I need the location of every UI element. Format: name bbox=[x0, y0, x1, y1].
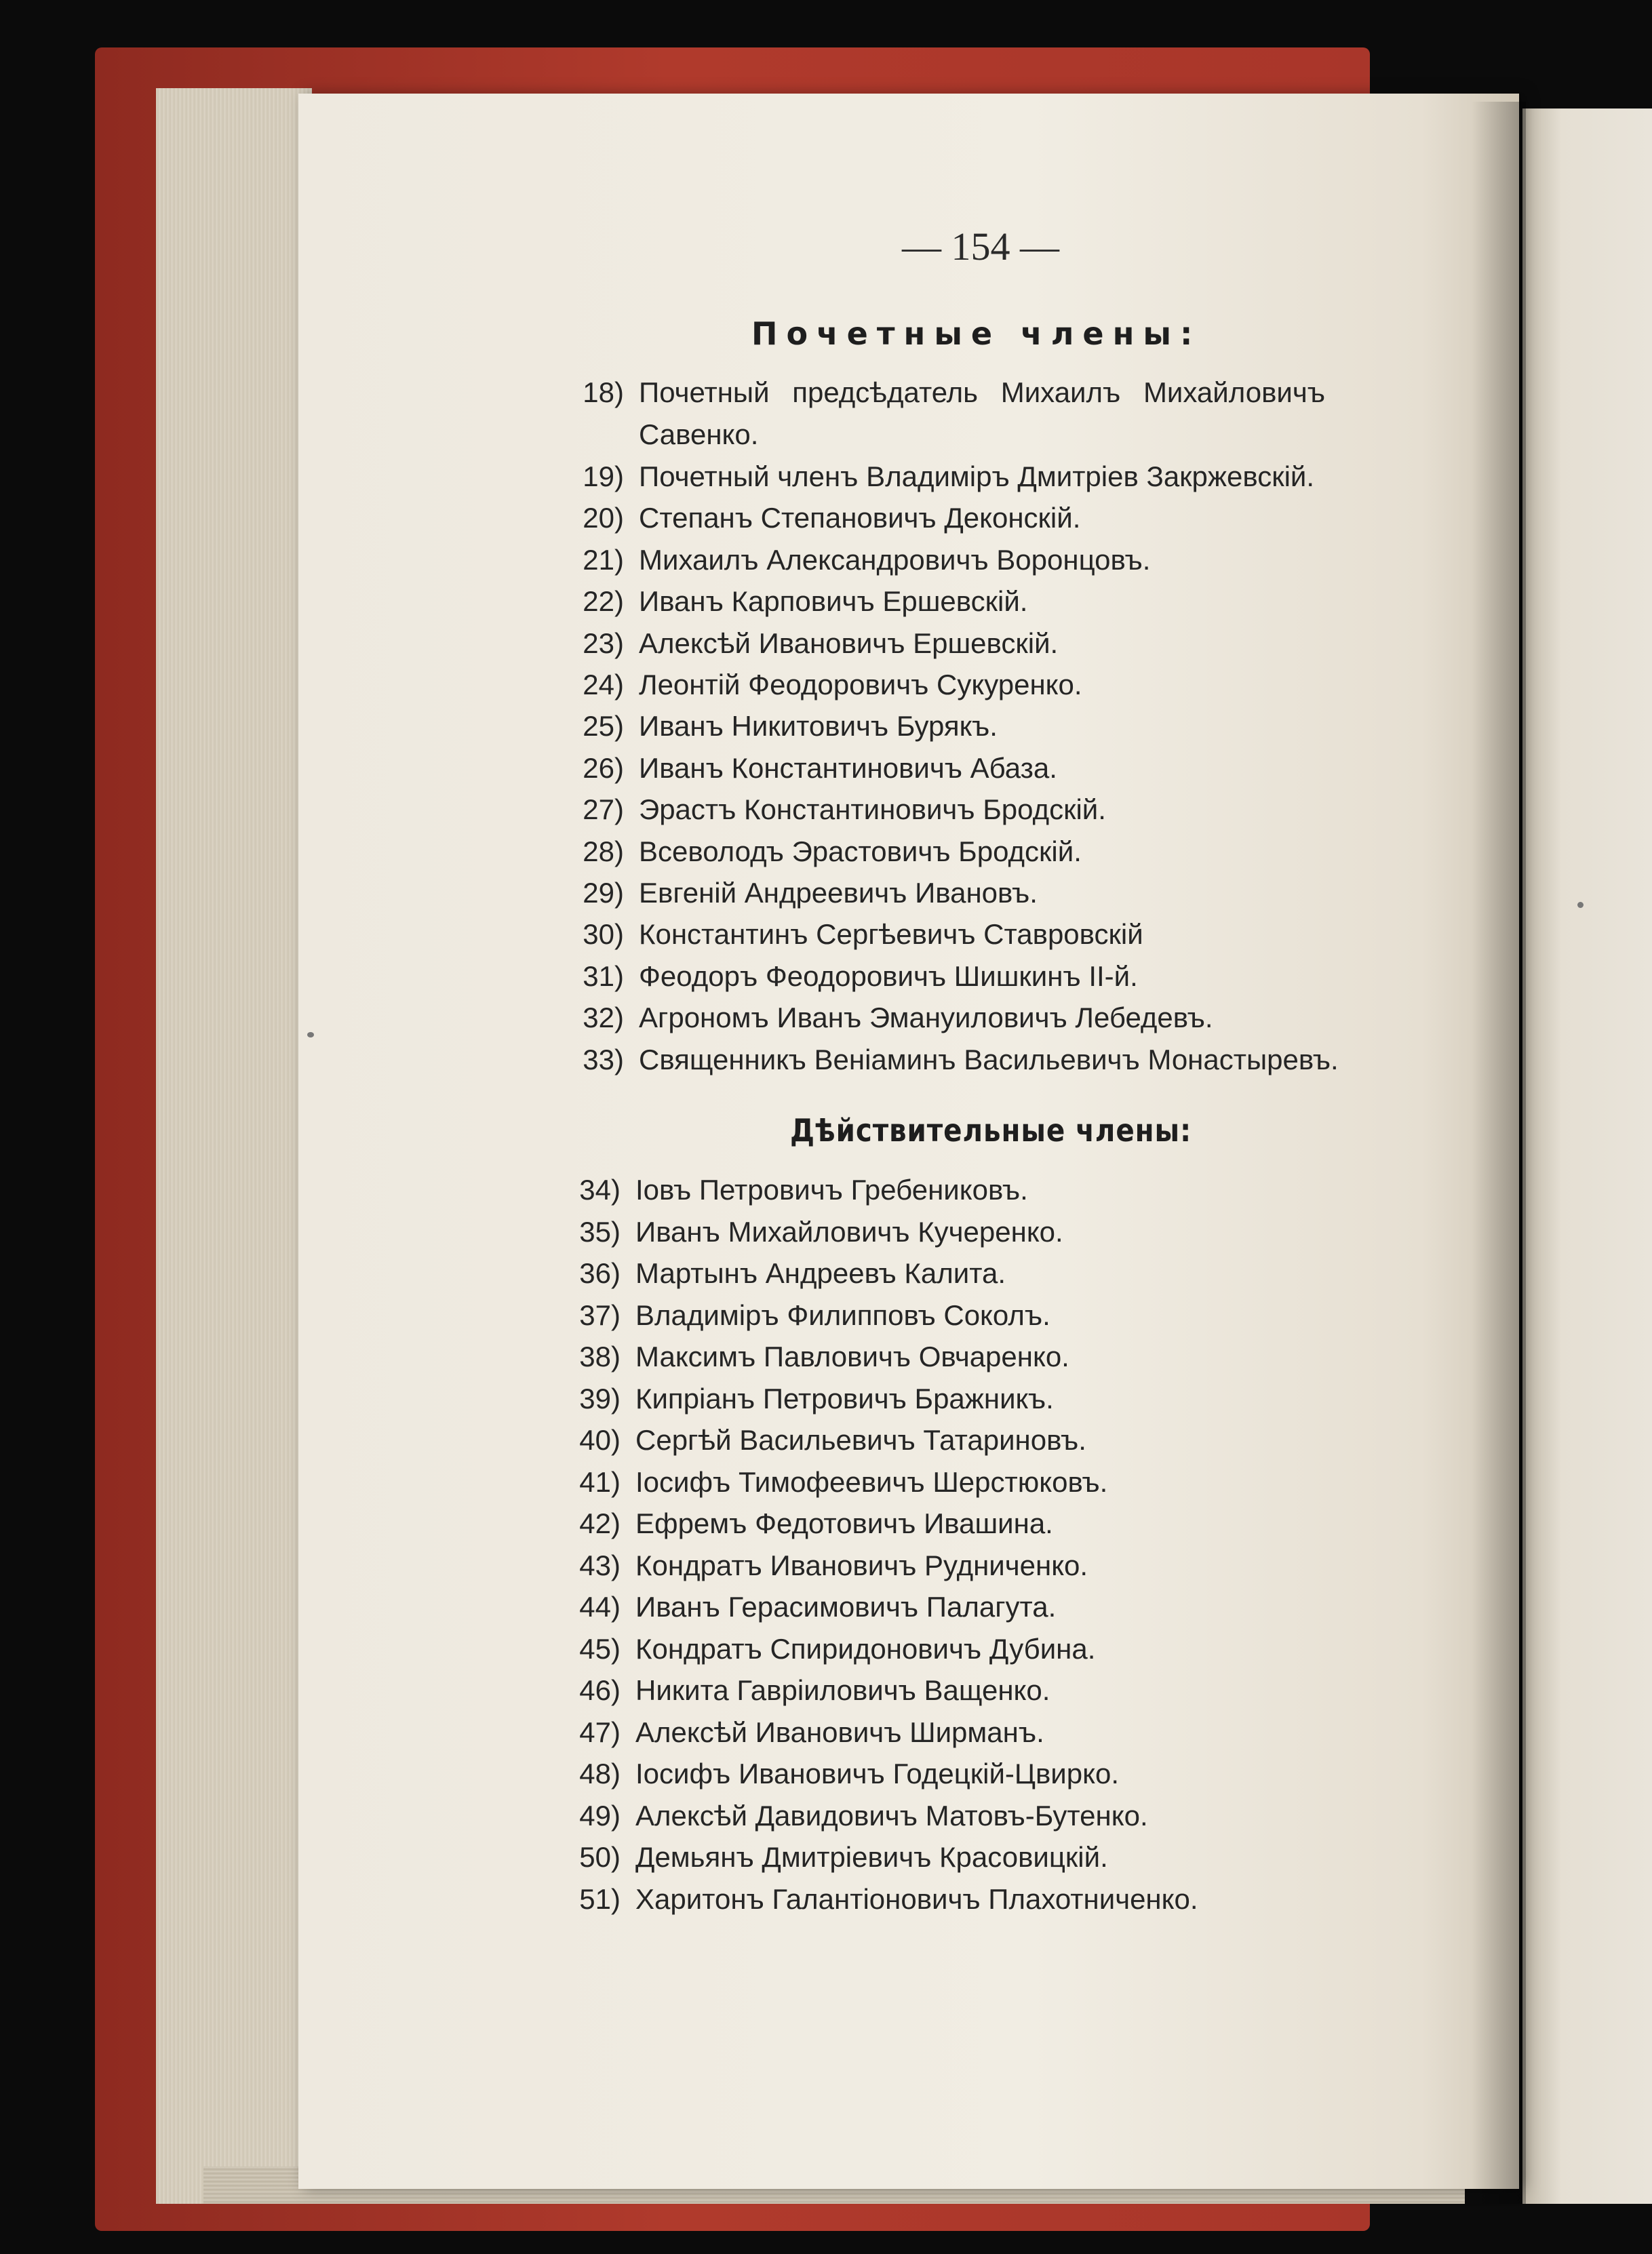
member-name: Владиміръ Филипповъ Соколъ. bbox=[635, 1299, 1050, 1331]
member-name: Священникъ Веніаминъ Васильевичъ Монастыревъ. bbox=[639, 1043, 1339, 1075]
member-name: Агрономъ Иванъ Эмануиловичъ Лебедевъ. bbox=[639, 1002, 1213, 1034]
list-item bbox=[549, 1586, 1056, 1628]
facing-page-edge bbox=[1522, 108, 1652, 2204]
member-name: Ефремъ Федотовичъ Ивашина. bbox=[635, 1507, 1053, 1539]
list-item bbox=[553, 747, 1057, 789]
list-item bbox=[553, 539, 1150, 581]
member-name: Иванъ Константиновичъ Абаза. bbox=[639, 751, 1057, 784]
entry-number: 34) bbox=[579, 1174, 621, 1206]
list-item bbox=[549, 1669, 1050, 1712]
member-name: Леонтій Феодоровичъ Сукуренко. bbox=[639, 669, 1082, 700]
member-name: Демьянъ Дмитріевичъ Красовицкій. bbox=[635, 1841, 1108, 1873]
entry-number: 30) bbox=[583, 918, 624, 951]
member-name: Почетный предсѣдатель Михаилъ Михайловичъ bbox=[639, 376, 1325, 408]
member-name: Иванъ Никитовичъ Бурякъ. bbox=[639, 710, 998, 743]
member-name: Михаилъ Александровичъ Воронцовъ. bbox=[639, 543, 1151, 576]
list-item bbox=[553, 997, 1213, 1039]
list-item bbox=[549, 1211, 1063, 1253]
paper-speck bbox=[1577, 902, 1584, 908]
member-name: Почетный членъ Владиміръ Дмитріев Закржевскій. bbox=[639, 460, 1315, 492]
member-name: Кондратъ Ивановичъ Рудниченко. bbox=[635, 1549, 1088, 1581]
list-item bbox=[553, 622, 1058, 665]
list-item bbox=[553, 456, 1314, 498]
member-name: Харитонъ Галантіоновичъ Плахотниченко. bbox=[635, 1882, 1198, 1915]
member-name: Мартынъ Андреевъ Калита. bbox=[635, 1257, 1006, 1289]
member-name: Никита Гавріиловичъ Ващенко. bbox=[635, 1674, 1050, 1706]
entry-number: 36) bbox=[579, 1257, 621, 1289]
list-item bbox=[549, 1419, 1086, 1461]
list-item bbox=[549, 1378, 1054, 1420]
member-name: Иванъ Карповичъ Ершевскій. bbox=[639, 585, 1028, 618]
entry-number: 47) bbox=[579, 1716, 621, 1748]
entry-number: 24) bbox=[583, 669, 624, 700]
entry-number: 22) bbox=[583, 585, 624, 618]
member-name: Феодоръ Феодоровичъ Шишкинъ II-й. bbox=[639, 960, 1138, 992]
list-item bbox=[549, 1628, 1095, 1670]
entry-number: 38) bbox=[579, 1341, 621, 1372]
entry-number: 19) bbox=[583, 460, 624, 492]
entry-number: 27) bbox=[583, 793, 624, 826]
list-item bbox=[549, 1336, 1069, 1378]
paper-speck bbox=[307, 1032, 314, 1037]
list-item bbox=[553, 1039, 1339, 1081]
list-item bbox=[549, 1252, 1006, 1294]
entry-number: 48) bbox=[579, 1758, 621, 1790]
list-item bbox=[553, 913, 1143, 955]
list-item bbox=[549, 1836, 1108, 1878]
member-name: Степанъ Степановичъ Деконскій. bbox=[639, 502, 1081, 534]
list-item bbox=[549, 1878, 1198, 1920]
member-name: Иванъ Михайловичъ Кучеренко. bbox=[635, 1215, 1063, 1248]
page-stack-edge bbox=[156, 88, 312, 2204]
member-name: Сергѣй Васильевичъ Татариновъ. bbox=[635, 1424, 1086, 1456]
entry-number: 39) bbox=[579, 1382, 621, 1415]
member-name: Іовъ Петровичъ Гребениковъ. bbox=[635, 1174, 1028, 1206]
member-name: Эрастъ Константиновичъ Бродскій. bbox=[639, 793, 1106, 826]
entry-number: 41) bbox=[579, 1465, 621, 1498]
entry-number: 26) bbox=[583, 751, 624, 784]
list-item bbox=[549, 1795, 1148, 1837]
gutter-shadow bbox=[1472, 102, 1526, 2204]
page-number: — 154 — bbox=[902, 224, 1059, 269]
list-item bbox=[553, 955, 1138, 997]
member-name: Константинъ Сергѣевичъ Ставровскій bbox=[639, 918, 1143, 951]
honorary-members-heading: Почетные члены: bbox=[751, 315, 1202, 352]
entry-number: 21) bbox=[583, 543, 624, 576]
member-name: Алексѣй Ивановичъ Ширманъ. bbox=[635, 1716, 1044, 1748]
list-item bbox=[553, 872, 1038, 914]
list-item bbox=[549, 1712, 1044, 1754]
entry-number: 20) bbox=[583, 502, 624, 534]
member-name: Кондратъ Спиридоновичъ Дубина. bbox=[635, 1632, 1096, 1665]
list-item bbox=[549, 1753, 1119, 1795]
entry-number: 45) bbox=[579, 1632, 621, 1665]
entry-number: 23) bbox=[583, 627, 624, 659]
list-item bbox=[549, 1294, 1050, 1337]
list-item bbox=[553, 664, 1082, 706]
entry-number: 33) bbox=[583, 1043, 624, 1075]
member-name: Иванъ Герасимовичъ Палагута. bbox=[635, 1591, 1057, 1623]
member-name: Всеволодъ Эрастовичъ Бродскій. bbox=[639, 835, 1082, 867]
list-item bbox=[549, 1545, 1088, 1587]
entry-number: 44) bbox=[579, 1591, 621, 1623]
entry-number: 28) bbox=[583, 835, 624, 867]
entry-number: 18) bbox=[583, 376, 624, 408]
entry-number: 32) bbox=[583, 1002, 624, 1034]
entry-number: 37) bbox=[579, 1299, 621, 1331]
list-item bbox=[553, 789, 1106, 831]
list-item bbox=[553, 372, 1325, 414]
member-name: Іосифъ Ивановичъ Годецкій-Цвирко. bbox=[635, 1758, 1119, 1790]
list-item bbox=[553, 831, 1082, 873]
entry-number: 46) bbox=[579, 1674, 621, 1706]
list-item bbox=[553, 705, 998, 747]
member-name: Максимъ Павловичъ Овчаренко. bbox=[635, 1341, 1069, 1372]
member-name: Алексѣй Ивановичъ Ершевскій. bbox=[639, 627, 1059, 659]
entry-number: 25) bbox=[583, 710, 624, 743]
member-name: Іосифъ Тимофеевичъ Шерстюковъ. bbox=[635, 1465, 1108, 1498]
entry-number: 49) bbox=[579, 1799, 621, 1832]
list-item bbox=[549, 1503, 1053, 1545]
list-item bbox=[549, 1461, 1107, 1503]
entry-number: 40) bbox=[579, 1424, 621, 1456]
entry-number: 50) bbox=[579, 1841, 621, 1873]
entry-number: 51) bbox=[579, 1882, 621, 1915]
member-name: Кипріанъ Петровичъ Бражникъ. bbox=[635, 1382, 1054, 1415]
member-name: Евгеній Андреевичъ Ивановъ. bbox=[639, 877, 1038, 909]
list-item bbox=[553, 580, 1027, 622]
entry-number: 29) bbox=[583, 877, 624, 909]
member-name-continuation: Савенко. bbox=[639, 418, 759, 450]
list-item bbox=[549, 1169, 1028, 1211]
entry-number: 42) bbox=[579, 1507, 621, 1539]
member-name: Алексѣй Давидовичъ Матовъ-Бутенко. bbox=[635, 1799, 1148, 1832]
entry-number: 43) bbox=[579, 1549, 621, 1581]
active-members-heading: Дѣйствительные члены: bbox=[790, 1112, 1192, 1149]
list-item bbox=[553, 497, 1080, 539]
entry-number: 31) bbox=[583, 960, 624, 992]
entry-number: 35) bbox=[579, 1215, 621, 1248]
